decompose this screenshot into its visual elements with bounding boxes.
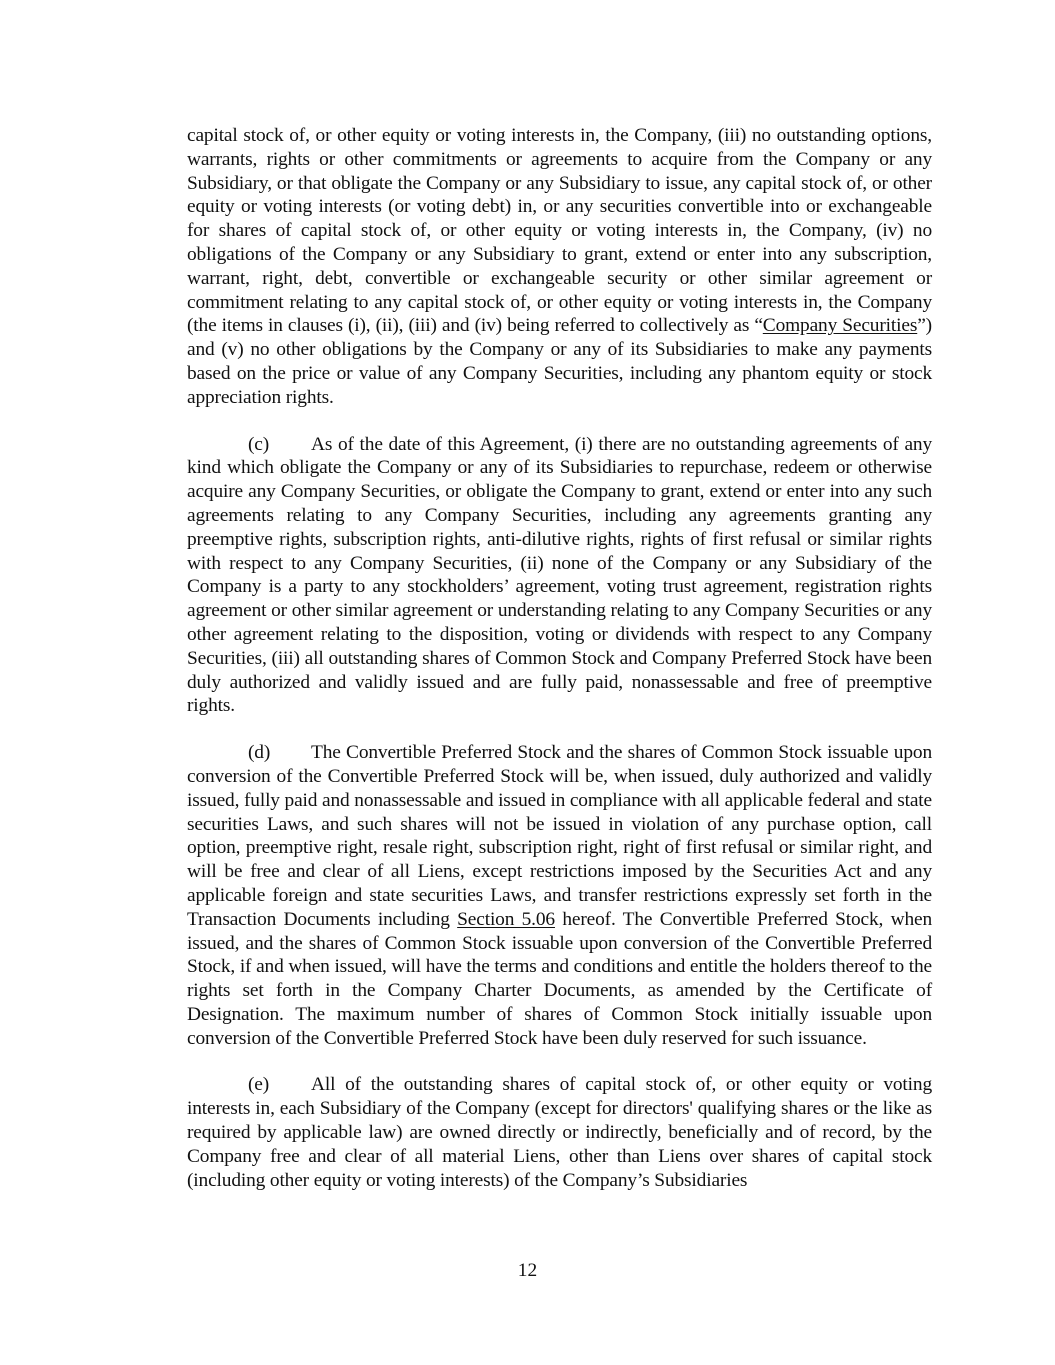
- paragraph-e: [187, 1073, 932, 1192]
- document-page: [187, 124, 932, 1215]
- clause-label-d: (d): [248, 742, 271, 764]
- paragraph-text: ”) and (v) no other obligations by the Company or any of its Subsidiaries to make any payments based on the price or value of any Company Securities, including any phantom equity or stock appreciation rights.: [187, 315, 932, 408]
- paragraph-text: All of the outstanding shares of capital stock of, or other equity or voting interests in, each Subsidiary of the Company (except for directors' qualifying shares or the like as required by applicable law) are owned directly or indirectly, beneficially and of record, by the Company free and clear of all material Liens, other than Liens over shares of capital stock (including other equity or voting interests) of the Company’s Subsidiaries: [187, 1074, 932, 1191]
- paragraph-c: [187, 433, 932, 719]
- paragraph-continuation: [187, 124, 932, 410]
- page-number: 12: [517, 1260, 538, 1281]
- clause-label-e: (e): [248, 1074, 270, 1096]
- paragraph-text: capital stock of, or other equity or voting interests in, the Company, (iii) no outstanding options, warrants, rights or other commitments or agreements to acquire from the Company or any Subsidiary, or that obligate the Company or any Subsidiary to issue, any capital stock of, or other equity or voting interests (or voting debt) in, or any securities convertible into or exchangeable for shares of capital stock of, or other equity or voting interests in, the Company, (iv) no obligations of the Company or any Subsidiary to grant, extend or enter into any subscription, warrant, right, debt, convertible or exchangeable security or other similar agreement or commitment relating to any capital stock of, or other equity or voting interests in, the Company (the items in clauses (i), (ii), (iii) and (iv) being referred to collectively as “: [187, 125, 932, 337]
- paragraph-text: The Convertible Preferred Stock and the shares of Common Stock issuable upon conversion of the Convertible Preferred Stock will be, when issued, duly authorized and validly issued, fully paid and nonassessable and issued in compliance with all applicable federal and state securities Laws, and such shares will not be issued in violation of any purchase option, call option, preemptive right, resale right, subscription right, right of first refusal or similar right, and will be free and clear of all Liens, except restrictions imposed by the Securities Act and any applicable foreign and state securities Laws, and transfer restrictions expressly set forth in the Transaction Documents including: [187, 742, 932, 930]
- clause-label-c: (c): [248, 433, 270, 455]
- paragraph-text: As of the date of this Agreement, (i) there are no outstanding agreements of any kind which obligate the Company or any of its Subsidiaries to repurchase, redeem or otherwise acquire any Company Securities, or obligate the Company to grant, extend or enter into any such agreements relating to any Company Securities, including any agreements granting any preemptive rights, subscription rights, anti-dilutive rights, rights of first refusal or similar rights with respect to any Company Securities, (ii) none of the Company or any Subsidiary of the Company is a party to any stockholders’ agreement, voting trust agreement, registration rights agreement or other similar agreement or understanding relating to any Company Securities or any other agreement relating to the disposition, voting or dividends with respect to any Company Securities, (iii) all outstanding shares of Common Stock and Company Preferred Stock have been duly authorized and validly issued and are fully paid, nonassessable and free of preemptive rights.: [187, 433, 932, 717]
- paragraph-d: [187, 741, 932, 1050]
- paragraph-text: hereof. The Convertible Preferred Stock, when issued, and the shares of Common Stock issuable upon conversion of the Convertible Preferred Stock, if and when issued, will have the terms and conditions and entitle the holders thereof to the rights set forth in the Company Charter Documents, as amended by the Certificate of Designation. The maximum number of shares of Common Stock initially issuable upon conversion of the Convertible Preferred Stock have been duly reserved for such issuance.: [187, 908, 932, 1049]
- defined-term-company-securities: Company Securities: [762, 315, 918, 337]
- section-reference-5-06: Section 5.06: [457, 908, 555, 930]
